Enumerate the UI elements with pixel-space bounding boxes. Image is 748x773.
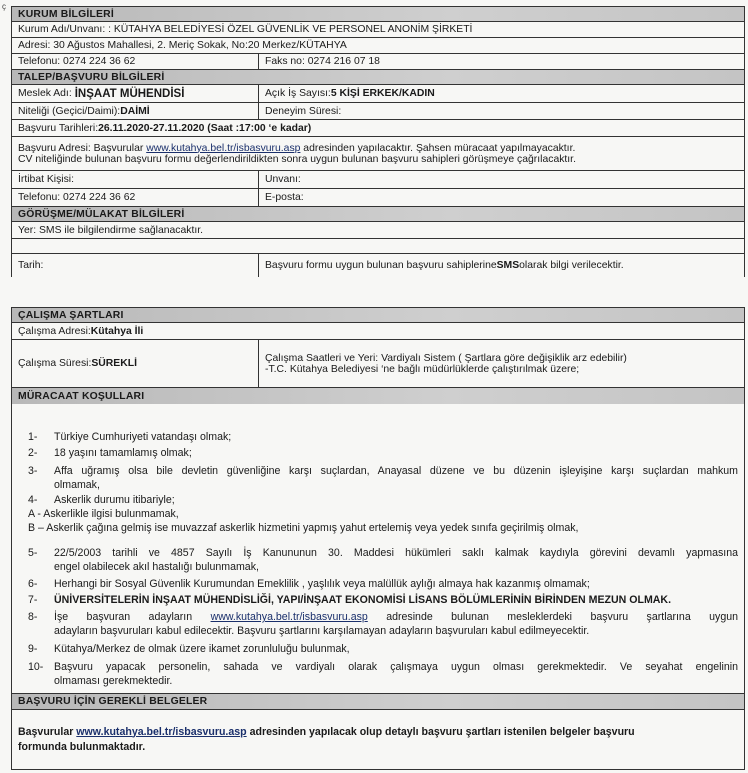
meslek-row (11, 84, 745, 102)
condition-line: Başvuru yapacak personelin, sahada ve vardiyalı olarak çalışmaya uygun olması gerekmektedir. Ve seyahat engelinin (54, 661, 738, 673)
nitelik: Niteliği (Geçici/Daimi): DAİMİ (12, 103, 259, 119)
cv-note: CV niteliğinde bulunan başvuru formu değerlendirildikten sonra uygun bulunan başvuru sahipleri görüşmeye çağrılacaktır. (18, 153, 576, 165)
condition-line: ÜNİVERSİTELERİN İNŞAAT MÜHENDİSLİĞİ, YAPI/İNŞAAT EKONOMİSİ LİSANS BÖLÜMLERİNİN BİRİNDEN MEZUN OLMAK. (54, 594, 672, 606)
iletisim-row (11, 188, 745, 206)
nitelik-row (11, 102, 745, 119)
kurum-adres: Adresi: 30 Ağustos Mahallesi, 2. Meriç Sokak, No:20 Merkez/KÜTAHYA (18, 40, 347, 51)
section-header-calisma (11, 307, 745, 322)
condition-number: 5- (28, 547, 38, 559)
section-title: ÇALIŞMA ŞARTLARI (18, 309, 124, 321)
condition-line: B – Askerlik çağına gelmiş ise muvazzaf askerlik hizmetini yapmış yahut ertelemiş veya yedek sınıfa geçirilmiş olmak, (28, 522, 579, 534)
belgeler-text: Başvurular www.kutahya.bel.tr/isbasvuru.asp adresinden yapılacak olup detaylı başvuru şartları istenilen belgeler başvuru formunda bulunmaktadır. (18, 725, 635, 753)
job-posting-document (11, 6, 745, 770)
belgeler-link[interactable]: www.kutahya.bel.tr/isbasvuru.asp (76, 725, 247, 738)
meslek-adi: Meslek Adı: İNŞAAT MÜHENDİSİ (12, 85, 259, 102)
condition-number: 2- (28, 447, 38, 459)
gorusme-yer: Yer: SMS ile bilgilendirme sağlanacaktır. (18, 224, 204, 236)
condition-number: 9- (28, 643, 38, 655)
condition-number: 10- (28, 661, 44, 673)
corner-mark: ç (2, 2, 6, 11)
condition-item (28, 593, 738, 607)
eposta: E-posta: (265, 192, 304, 203)
condition-line: olmamak, (54, 479, 100, 491)
condition-text (28, 493, 738, 535)
condition-line: Askerlik durumu itibariyle; (54, 494, 175, 506)
irtibat-kisisi: İrtibat Kişisi: (12, 171, 259, 188)
basvuru-adres-row (11, 136, 745, 170)
kurum-faks: Faks no: 0274 216 07 18 (265, 56, 380, 67)
condition-text (54, 610, 738, 638)
condition-line: Kütahya/Merkez de olmak üzere ikamet zorunluluğu bulunmak, (54, 643, 350, 655)
condition-number: 6- (28, 578, 38, 590)
kurum-telefon: Telefonu: 0274 224 36 62 (12, 54, 259, 69)
basvuru-tarih-row (11, 119, 745, 136)
condition-item (28, 577, 738, 591)
irtibat-row (11, 170, 745, 188)
condition-item (28, 493, 738, 535)
condition-text (54, 446, 738, 460)
section-title: KURUM BİLGİLERİ (18, 8, 114, 20)
condition-number: 1- (28, 431, 38, 443)
gorusme-bilgi: Başvuru formu uygun bulunan başvuru sahiplerine SMS olarak bilgi verilecektir. (265, 260, 624, 271)
kurum-unvan-row (11, 21, 745, 37)
condition-link[interactable]: www.kutahya.bel.tr/isbasvuru.asp (210, 611, 368, 623)
calisma-suresi: Çalışma Süresi: SÜREKLİ (12, 340, 259, 387)
section-header-muracaat (11, 387, 745, 404)
section-header-belgeler (11, 693, 745, 709)
kurum-unvan: Kurum Adı/Unvanı: : KÜTAHYA BELEDİYESİ ÖZEL GÜVENLİK VE PERSONEL ANONİM ŞİRKETİ (18, 24, 473, 35)
calisma-sure-row (11, 339, 745, 387)
condition-number: 3- (28, 465, 38, 477)
telefon: Telefonu: 0274 224 36 62 (12, 189, 259, 206)
section-header-gorusme (11, 206, 745, 221)
condition-item (28, 446, 738, 460)
section-title: BAŞVURU İÇİN GEREKLİ BELGELER (18, 696, 208, 707)
condition-number: 4- (28, 494, 38, 506)
condition-line: A - Askerlikle ilgisi bulunmamak, (28, 508, 179, 520)
gorusme-tarih: Tarih: (12, 254, 259, 277)
gorusme-tarih-row (11, 253, 745, 277)
condition-item (28, 546, 738, 574)
basvuru-tarihleri: Başvuru Tarihleri: 26.11.2020-27.11.2020 (Saat :17:00 ‘e kadar) (18, 122, 312, 134)
basvuru-adres: Başvuru Adresi: Başvurular www.kutahya.bel.tr/isbasvuru.asp adresinden yapılacaktır. Şahsen müracaat yapılmayacaktır. CV niteliğinde bulunan başvuru formu değerlendirildikten sonra uygun bulunan başvuru sahipleri görüşmeye çağrılacaktır. (18, 142, 576, 165)
condition-line: Türkiye Cumhuriyeti vatandaşı olmak; (54, 431, 232, 443)
deneyim-suresi: Deneyim Süresi: (265, 105, 342, 117)
condition-text (54, 577, 738, 591)
acik-is-sayisi: Açık İş Sayısı: 5 KİŞİ ERKEK/KADIN (265, 88, 435, 99)
calisma-saatleri: Çalışma Saatleri ve Yeri: Vardiyalı Sistem ( Şartlara göre değişiklik arz edebilir) -T.C. Kütahya Belediyesi ‘ne bağlı müdürlüklerde çalıştırılmak üzere; (265, 352, 627, 375)
condition-number: 7- (28, 594, 38, 606)
condition-line: adayların başvuruları kabul edilecektir. Başvuru şartlarını karşılamayan adayların başvuruları kabul edilmeyecektir. (54, 625, 590, 637)
condition-line: Herhangi bir Sosyal Güvenlik Kurumundan Emeklilik , yaşlılık veya malüllük aylığı almaya hak kazanmış olmamak; (54, 578, 590, 590)
condition-item (28, 610, 738, 638)
condition-line: olmaması gerekmektedir. (54, 675, 173, 687)
section-title: MÜRACAAT KOŞULLARI (18, 390, 145, 402)
section-header-talep (11, 69, 745, 84)
condition-line: engel olabilecek akıl hastalığı bulunmamak, (54, 561, 259, 573)
condition-line: 18 yaşını tamamlamış olmak; (54, 447, 192, 459)
section-title: GÖRÜŞME/MÜLAKAT BİLGİLERİ (18, 208, 185, 220)
basvuru-link[interactable]: www.kutahya.bel.tr/isbasvuru.asp (146, 142, 301, 154)
calisma-adres-row (11, 322, 745, 339)
gorusme-yer-row (11, 221, 745, 238)
condition-item (28, 642, 738, 656)
muracaat-kosullari-list (11, 404, 745, 693)
calisma-adresi: Çalışma Adresi: Kütahya İli (18, 325, 144, 337)
condition-text (54, 546, 738, 574)
condition-item (28, 430, 738, 444)
condition-text (54, 430, 738, 444)
section-header-kurum (11, 6, 745, 21)
condition-text (54, 642, 738, 656)
condition-text (54, 660, 738, 688)
condition-text (54, 464, 738, 492)
condition-line: Affa uğramış olsa bile devletin güvenliğine karşı suçlardan, Anayasal düzene ve bu düzenin işleyişine karşı suçlardan mahkum (54, 465, 738, 477)
condition-item (28, 464, 738, 492)
section-title: TALEP/BAŞVURU BİLGİLERİ (18, 71, 165, 83)
condition-line: 22/5/2003 tarihli ve 4857 Sayılı İş Kanununun 30. Maddesi hükümleri saklı kalmak kaydıyla görevini devamlı yapmasına (54, 547, 738, 559)
condition-number: 8- (28, 611, 38, 623)
condition-line: İşe başvuran adayların www.kutahya.bel.tr/isbasvuru.asp adresinde bulunan mesleklerdeki başvuru şartlarına uygun (54, 611, 739, 623)
gorusme-spacer (11, 238, 745, 253)
kurum-iletisim-row (11, 53, 745, 69)
kurum-adres-row (11, 37, 745, 53)
unvani: Unvanı: (265, 174, 301, 185)
condition-text (54, 593, 738, 607)
belgeler-row (11, 709, 745, 770)
condition-item (28, 660, 738, 688)
